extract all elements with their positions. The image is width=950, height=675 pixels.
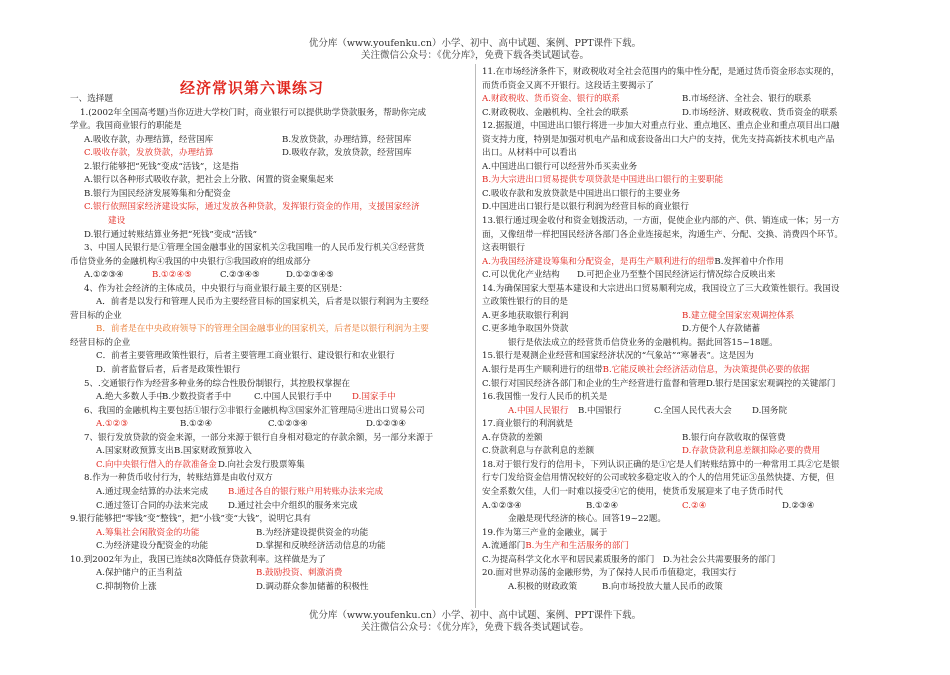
q8-stem: 8.作为一种货币收付行为，转账结算是由收付双方 bbox=[84, 473, 273, 484]
q6-options-row bbox=[70, 418, 470, 432]
q18-option-c: C.②④ bbox=[682, 500, 707, 511]
q4-option-a-2: 营目标的企业 bbox=[70, 310, 122, 321]
q1-option-d: D.吸收存款，发放贷款，经营国库 bbox=[282, 148, 412, 159]
q13-options-cd: C.可以优化产业结构 D.可把企业乃至整个国民经济运行情况综合反映出来 bbox=[482, 270, 776, 281]
footer-line-2: 关注微信公众号：《优分库》，免费下载各类试题试卷。 bbox=[360, 622, 589, 633]
q15-option-b: B.它能反映社会经济活动信息，为决策提供必要的依据 bbox=[602, 365, 810, 376]
q10-options-row-2 bbox=[70, 581, 470, 595]
q15-option-d: D.银行是国家宏观调控的关键部门 bbox=[705, 378, 836, 389]
q3-option-c: C.②③④⑤ bbox=[220, 270, 260, 281]
q4-option-a-1: A．前者是以发行和管理人民币为主要经营目标的国家机关，后者是以银行利润为主要经 bbox=[96, 297, 429, 308]
q3-stem-1: 3、中国人民银行是①管理全国金融事业的国家机关②我国唯一的人民币发行机关③经营货 bbox=[84, 243, 425, 254]
q8-options-row-2 bbox=[70, 500, 470, 514]
q18-option-a: A.①②③④ bbox=[482, 500, 522, 511]
footer-line-1: 优分库（www.youfenku.cn）小学、初中、高中试题、案例、PPT课件下载。 bbox=[308, 610, 642, 621]
q11-stem-1: 11.在市场经济条件下，财政税收对全社会范围内的集中性分配，是通过货币资金形态实现的， bbox=[482, 67, 840, 77]
q13-stem-2: 面，又像纽带一样把国民经济各部门各企业连接起来，沟通生产、分配、交换、消费四个环节。 bbox=[482, 229, 843, 240]
q2-option-d: D.银行通过转账结算业务把“死钱”变成“活钱” bbox=[84, 229, 257, 240]
q9-options-row-2 bbox=[70, 540, 470, 554]
q9-option-d: D.掌握和反映经济活动信息的功能 bbox=[256, 541, 386, 552]
q7-option-d: D.向社会发行股票筹集 bbox=[218, 459, 305, 470]
q16-option-b: B.中国银行 bbox=[578, 405, 622, 416]
q3-option-a: A.①②③④ bbox=[84, 270, 124, 281]
q18-stem-1: 18.对于银行发行的信用卡，下列认识正确的是①它是人们转账结算中的一种常用工具②它是银 bbox=[482, 459, 840, 470]
q13-stem-3: 这表明银行 bbox=[482, 243, 525, 254]
q20-options-row bbox=[482, 581, 887, 595]
q12-stem-2: 资支持力度，特别是加强对机电产品和成套设备出口大户的支持，优先支持高新技术机电产品 bbox=[482, 134, 835, 145]
q12-stem-1: 12.据报道，中国进出口银行将进一步加大对重点行业、重点地区、重点企业和重点项目出口融 bbox=[482, 121, 840, 132]
q6-option-a: A.①②③ bbox=[96, 419, 129, 430]
q17-option-a: A.存贷款的差额 bbox=[482, 432, 543, 443]
q5-stem: 5、.交通银行作为经营多种业务的综合性股份制银行，其控股权掌握在 bbox=[84, 378, 351, 389]
q9-stem: 9.银行能够把“零钱”变“整钱”，把“小钱”变“大钱”，说明它具有 bbox=[70, 514, 312, 525]
q4-option-d: D．前者监督后者，后者是政策性银行 bbox=[96, 365, 241, 376]
q7-option-c: C.向中央银行借入的存款准备金 bbox=[96, 459, 217, 470]
q10-option-a: A.保护储户的正当利益 bbox=[96, 568, 183, 579]
q16-stem: 16.我国惟一发行人民币的机关是 bbox=[482, 392, 608, 403]
q18-option-d: D.②③④ bbox=[782, 500, 815, 511]
q20-stem: 20.面对世界动荡的金融形势，为了保持人民币币值稳定，我国实行 bbox=[482, 568, 737, 579]
q15-option-c: C.银行对国民经济各部门和企业的生产经营进行监督和管理 bbox=[482, 378, 706, 389]
q14-option-c: C.更多地争取国外贷款 bbox=[482, 324, 569, 335]
q8-option-b: B.通过各自的银行账户用转账办法来完成 bbox=[228, 486, 384, 497]
q16-option-c: C.全国人民代表大会 bbox=[654, 405, 732, 416]
q12-stem-3: 出口。从材料中可以看出 bbox=[482, 148, 577, 159]
page-header bbox=[0, 38, 950, 62]
q19-options-row-1 bbox=[482, 540, 887, 554]
q3-stem-2: 币信贷业务的金融机构④我国的中央银行⑤我国政府的组成部分 bbox=[70, 256, 311, 267]
q18-options-row bbox=[482, 500, 887, 514]
q10-options-row-1 bbox=[70, 567, 470, 581]
q4-option-b-2: 经营目标的企业 bbox=[70, 337, 131, 348]
q14-stem-2: 立政策性银行的目的是 bbox=[482, 297, 568, 308]
q9-option-a: A.筹集社会闲散资金的功能 bbox=[96, 527, 200, 538]
q15-18-intro: 银行是依法成立的经营货币信贷业务的金融机构。据此回答15~18题。 bbox=[508, 337, 778, 348]
q12-option-d: D.中国进出口银行是以银行利润为经营目标的商业银行 bbox=[482, 202, 689, 213]
q15-option-a: A.银行是再生产顺利进行的纽带 bbox=[482, 365, 603, 376]
q14-option-b: B.建立健全国家宏观调控体系 bbox=[682, 310, 795, 321]
page-footer bbox=[0, 610, 950, 634]
q8-option-d: D.通过社会中介组织的服务来完成 bbox=[228, 500, 358, 511]
q2-option-b: B.银行为国民经济发展筹集和分配资金 bbox=[84, 188, 231, 199]
document-title: 经济常识第六课练习 bbox=[180, 79, 325, 97]
q1-option-a: A.吸收存款，办理结算，经营国库 bbox=[84, 134, 214, 145]
column-divider bbox=[475, 64, 476, 608]
q12-option-a: A.中国进出口银行可以经营外币买卖业务 bbox=[482, 161, 638, 172]
q7-option-b: B.国家财政预算收入 bbox=[174, 446, 252, 457]
q4-option-c: C．前者主要管理政策性银行，后者主要管理工商业银行、建设银行和农业银行 bbox=[96, 351, 395, 362]
q9-option-c: C.为经济建设分配资金的功能 bbox=[96, 541, 209, 552]
q15-options-row-2 bbox=[482, 378, 887, 392]
q6-option-b: B.①②④ bbox=[180, 419, 213, 430]
q3-option-d: D.①②③④⑤ bbox=[286, 270, 334, 281]
q13-options-row-1 bbox=[482, 256, 887, 270]
q6-option-c: C.①②③④ bbox=[268, 419, 308, 430]
q1-stem-2: 学业。我国商业银行的职能是 bbox=[70, 121, 182, 132]
q1-options-row-1 bbox=[70, 134, 470, 148]
q10-option-b: B.鼓励投资、刺激消费 bbox=[256, 568, 343, 579]
q14-options-row-1 bbox=[482, 310, 887, 324]
q14-options-row-2 bbox=[482, 323, 887, 337]
q11-option-c: C.财政税收、金融机构、全社会的联系 bbox=[482, 107, 629, 118]
q16-option-d: D.国务院 bbox=[752, 405, 788, 416]
q5-option-a: A.绝大多数人手中 bbox=[96, 392, 166, 403]
q11-option-b: B.市场经济、全社会、银行的联系 bbox=[682, 94, 812, 105]
q15-stem: 15.银行是观测企业经营和国家经济状况的“气象站”“寒暑表”。这是因为 bbox=[482, 351, 754, 362]
header-line-1: 优分库（www.youfenku.cn）小学、初中、高中试题、案例、PPT课件下载。 bbox=[308, 38, 642, 49]
q17-option-c: C.贷款利息与存款利息的差额 bbox=[482, 446, 595, 457]
q17-option-b: B.银行向存款收取的保管费 bbox=[682, 432, 786, 443]
q7-options-row-2 bbox=[70, 459, 470, 473]
q10-option-d: D.调动群众参加储蓄的积极性 bbox=[256, 581, 369, 592]
q14-option-d: D.方便个人存款储蓄 bbox=[682, 324, 761, 335]
q2-option-a: A.银行以各种形式吸收存款，把社会上分散、闲置的资金聚集起来 bbox=[84, 175, 334, 186]
q4-stem: 4、作为社会经济的主体成员，中央银行与商业银行最主要的区别是： bbox=[84, 283, 348, 294]
q11-option-a: A.财政税收、货币资金、银行的联系 bbox=[482, 94, 620, 105]
q16-option-a: A.中国人民银行 bbox=[508, 405, 569, 416]
q20-option-a: A.积极的财政政策 bbox=[508, 581, 578, 592]
q18-stem-2: 行专门发给资金信用情况较好的公司或较多稳定收入的个人的信用凭证③虽然快捷、方便，但 bbox=[482, 473, 835, 484]
q11-option-d: D.市场经济、财政税收、货币资金的联系 bbox=[682, 107, 838, 118]
q5-option-c: C.中国人民银行手中 bbox=[254, 392, 332, 403]
q5-option-d: D.国家手中 bbox=[352, 392, 396, 403]
q15-options-row-1 bbox=[482, 364, 887, 378]
q19-option-b: B.为生产和生活服务的部门 bbox=[525, 541, 629, 552]
q17-stem: 17.商业银行的利润就是 bbox=[482, 419, 574, 430]
q13-stem-1: 13.银行通过现金收付和资金划拨活动，一方面，促使企业内部的产、供、销连成一体；另一方 bbox=[482, 216, 840, 227]
q17-options-row-1 bbox=[482, 432, 887, 446]
q7-option-a: A.国家财政预算支出 bbox=[96, 446, 174, 457]
q8-options-row-1 bbox=[70, 486, 470, 500]
q4-option-b-1: B．前者是在中央政府领导下的管理全国金融事业的国家机关，后者是以银行利润为主要 bbox=[96, 324, 429, 335]
q19-22-intro: 金融是现代经济的核心。回答19~22题。 bbox=[508, 514, 666, 525]
q9-options-row-1 bbox=[70, 527, 470, 541]
q14-stem-1: 14.为确保国家大型基本建设和大宗进出口贸易顺利完成，我国设立了三大政策性银行。我国设 bbox=[482, 283, 840, 294]
q12-option-c: C.吸收存款和发放贷款是中国进出口银行的主要业务 bbox=[482, 188, 681, 199]
q19-stem: 19.作为第三产业的金融业，属于 bbox=[482, 527, 608, 538]
q11-options-row-1 bbox=[482, 93, 887, 107]
q6-stem: 6、我国的金融机构主要包括①银行②非银行金融机构③国家外汇管理局④进出口贸易公司 bbox=[84, 405, 425, 416]
q9-option-b: B.为经济建设提供资金的功能 bbox=[256, 527, 369, 538]
q17-options-row-2 bbox=[482, 445, 887, 459]
q18-option-b: B.①②④ bbox=[586, 500, 619, 511]
q11-stem-2: 而货币资金又离不开银行。这段话主要揭示了 bbox=[482, 80, 654, 91]
q1-option-c: C.吸收存款，发放贷款，办理结算 bbox=[84, 148, 214, 159]
q13-option-b: B.发挥着中介作用 bbox=[714, 256, 784, 267]
q14-option-a: A.更多地获取银行利润 bbox=[482, 310, 569, 321]
section-heading: 一、选择题 bbox=[70, 94, 113, 105]
q11-options-row-2 bbox=[482, 107, 887, 121]
q7-stem: 7、银行发放贷款的资金来源，一部分来源于银行自身相对稳定的存款余额，另一部分来源于 bbox=[84, 432, 434, 443]
q3-option-b: B.①②④⑤ bbox=[152, 270, 192, 281]
q2-option-c: C.银行依照国家经济建设实际，通过发放各种贷款，发挥银行资金的作用，支援国家经济 bbox=[84, 202, 420, 213]
q1-stem-1: 1.(2002年全国高考题)当你迈进大学校门时，商业银行可以提供助学贷款服务，帮助你完成 bbox=[80, 107, 427, 118]
q5-option-b: B.少数投资者手中 bbox=[162, 392, 232, 403]
q2-option-c-cont: 建设 bbox=[108, 216, 126, 227]
q19-options-cd: C.为提高科学文化水平和居民素质服务的部门 D.为社会公共需要服务的部门 bbox=[482, 554, 776, 565]
q7-options-row-1 bbox=[70, 445, 470, 459]
q2-stem: 2.银行能够把“死钱”变成“活钱”，这是指 bbox=[84, 161, 239, 172]
q18-stem-3: 安全系数欠佳，人们一时难以接受④它的使用，使货币发展迎来了电子货币时代 bbox=[482, 486, 783, 497]
q1-option-b: B.发放贷款，办理结算，经营国库 bbox=[282, 134, 412, 145]
q6-option-d: D.①②③④ bbox=[366, 419, 407, 430]
right-column bbox=[482, 66, 887, 594]
q10-option-c: C.抑制物价上涨 bbox=[96, 581, 157, 592]
q8-option-a: A.通过现金结算的办法来完成 bbox=[96, 486, 209, 497]
q8-option-c: C.通过签订合同的办法来完成 bbox=[96, 500, 209, 511]
left-column bbox=[70, 66, 470, 594]
q3-options-row bbox=[70, 269, 470, 283]
header-line-2: 关注微信公众号：《优分库》，免费下载各类试题试卷。 bbox=[360, 50, 589, 61]
q19-option-a: A.流通部门 bbox=[482, 541, 526, 552]
q10-stem: 10.到2002年为止，我国已连续8次降低存贷款利率。这样做是为了 bbox=[70, 554, 326, 565]
q16-options-row bbox=[482, 405, 887, 419]
q13-option-a: A.为我国经济建设筹集和分配资金，是再生产顺利进行的纽带 bbox=[482, 256, 715, 267]
q12-option-b: B.为大宗进出口贸易提供专项贷款是中国进出口银行的主要职能 bbox=[482, 175, 724, 186]
q5-options-row bbox=[70, 391, 470, 405]
q17-option-d: D.存款贷款利息差额扣除必要的费用 bbox=[682, 446, 821, 457]
q1-options-row-2 bbox=[70, 147, 470, 161]
q20-option-b: B.向市场投放大量人民币的政策 bbox=[602, 581, 723, 592]
